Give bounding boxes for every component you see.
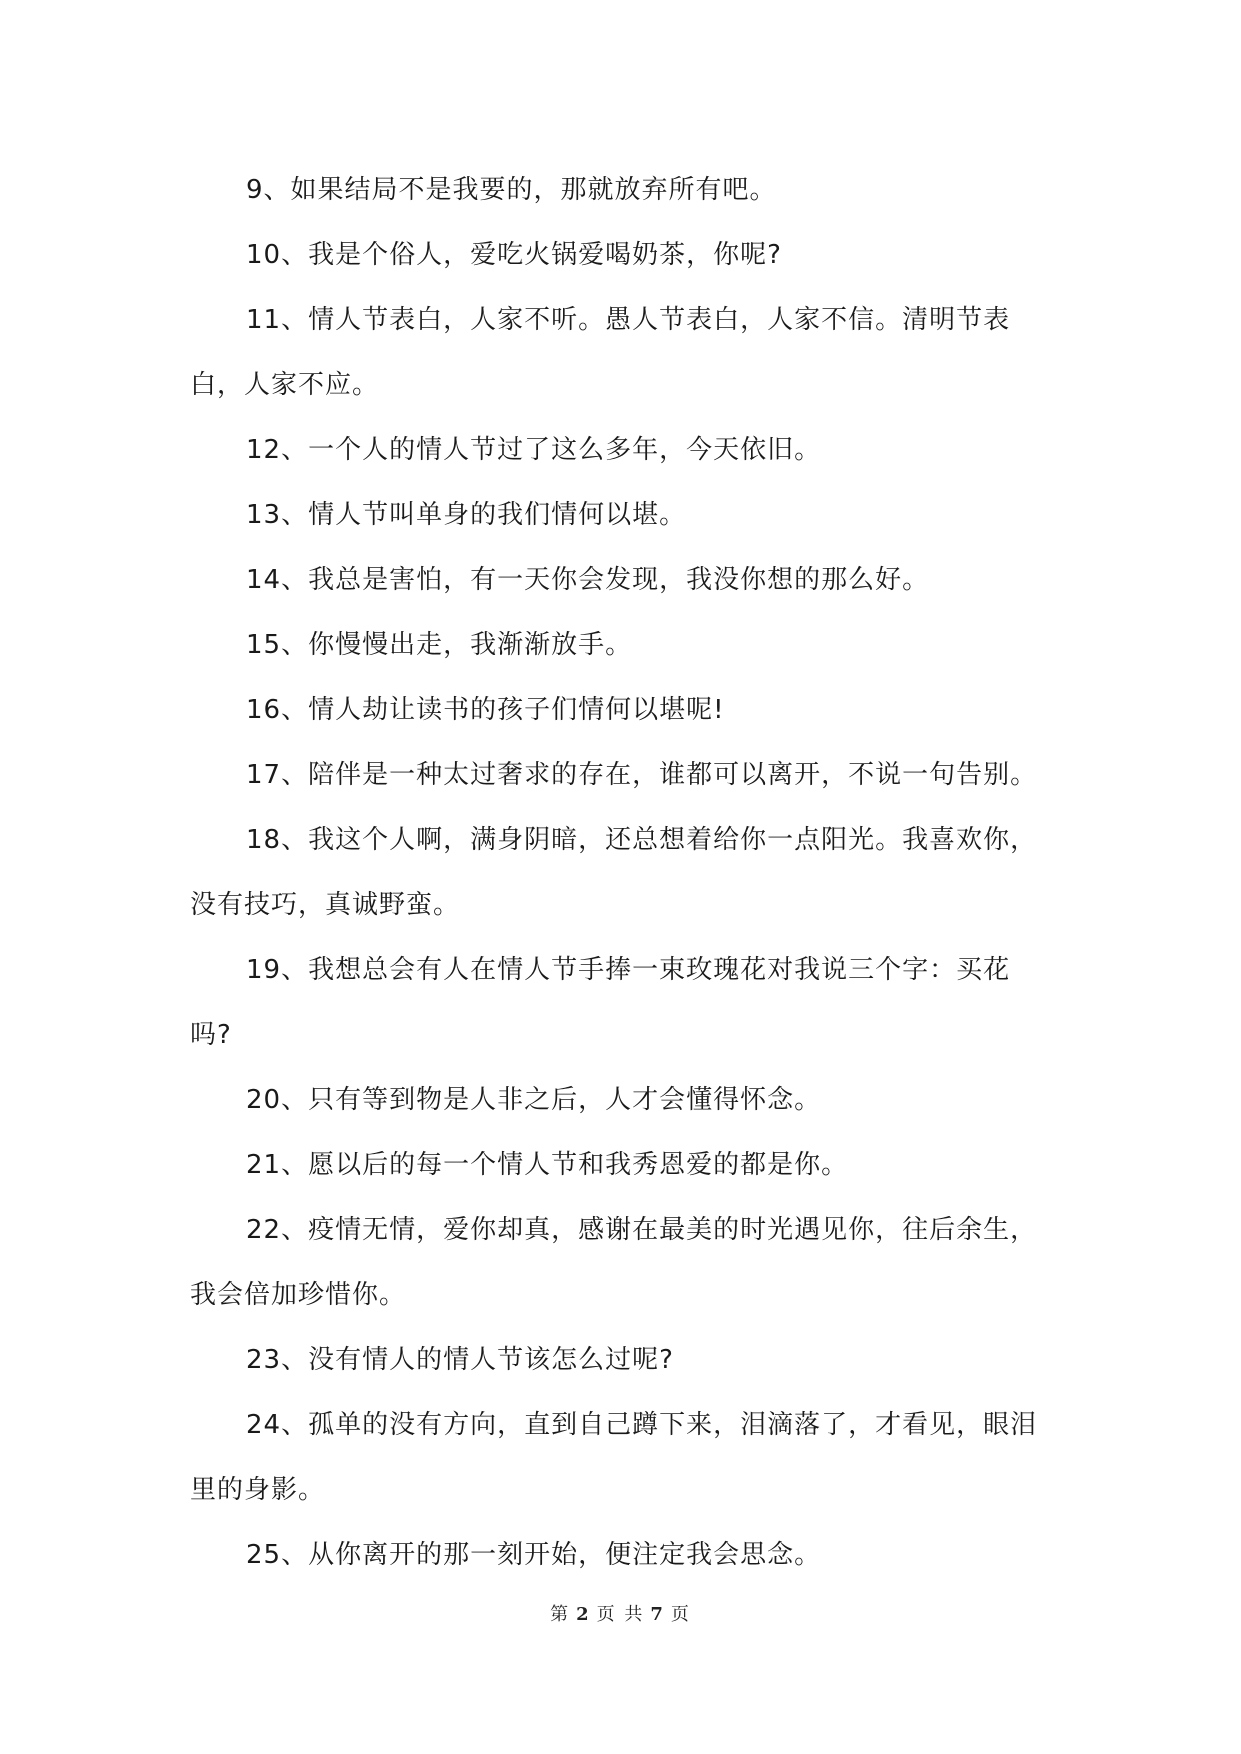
paragraph-15: 15、你慢慢出走，我渐渐放手。 (246, 630, 633, 660)
paragraph-14: 14、我总是害怕，有一天你会发现，我没你想的那么好。 (246, 565, 930, 595)
paragraph-13: 13、情人节叫单身的我们情何以堪。 (246, 500, 687, 530)
paragraph-23: 23、没有情人的情人节该怎么过呢? (246, 1345, 674, 1375)
paragraph-9: 9、如果结局不是我要的，那就放弃所有吧。 (246, 175, 777, 205)
current-page-number: 2 (576, 1604, 591, 1625)
paragraph-11: 11、情人节表白，人家不听。愚人节表白，人家不信。清明节表白，人家不应。 (190, 305, 1011, 400)
paragraph-19: 19、我想总会有人在情人节手捧一束玫瑰花对我说三个字：买花吗? (190, 955, 1011, 1050)
paragraph-18: 18、我这个人啊，满身阴暗，还总想着给你一点阳光。我喜欢你，没有技巧，真诚野蛮。 (190, 825, 1038, 920)
paragraph-24: 24、孤单的没有方向，直到自己蹲下来，泪滴落了，才看见，眼泪里的身影。 (190, 1410, 1038, 1505)
document-body (190, 158, 1050, 1588)
paragraph-10: 10、我是个俗人，爱吃火锅爱喝奶茶，你呢? (246, 240, 782, 270)
page-footer (0, 1600, 1241, 1626)
paragraph-12: 12、一个人的情人节过了这么多年，今天依旧。 (246, 435, 822, 465)
paragraph-16: 16、情人劫让读书的孩子们情何以堪呢! (246, 695, 725, 725)
paragraph-25: 25、从你离开的那一刻开始，便注定我会思念。 (246, 1540, 822, 1570)
footer-suffix: 页 (670, 1604, 691, 1625)
footer-prefix: 第 (550, 1604, 571, 1625)
paragraph-20: 20、只有等到物是人非之后，人才会懂得怀念。 (246, 1085, 822, 1115)
paragraph-21: 21、愿以后的每一个情人节和我秀恩爱的都是你。 (246, 1150, 849, 1180)
footer-middle: 页 共 (596, 1604, 645, 1625)
paragraph-22: 22、疫情无情，爱你却真，感谢在最美的时光遇见你，往后余生，我会倍加珍惜你。 (190, 1215, 1038, 1310)
total-page-number: 7 (650, 1604, 665, 1625)
paragraph-17: 17、陪伴是一种太过奢求的存在，谁都可以离开，不说一句告别。 (246, 760, 1038, 790)
